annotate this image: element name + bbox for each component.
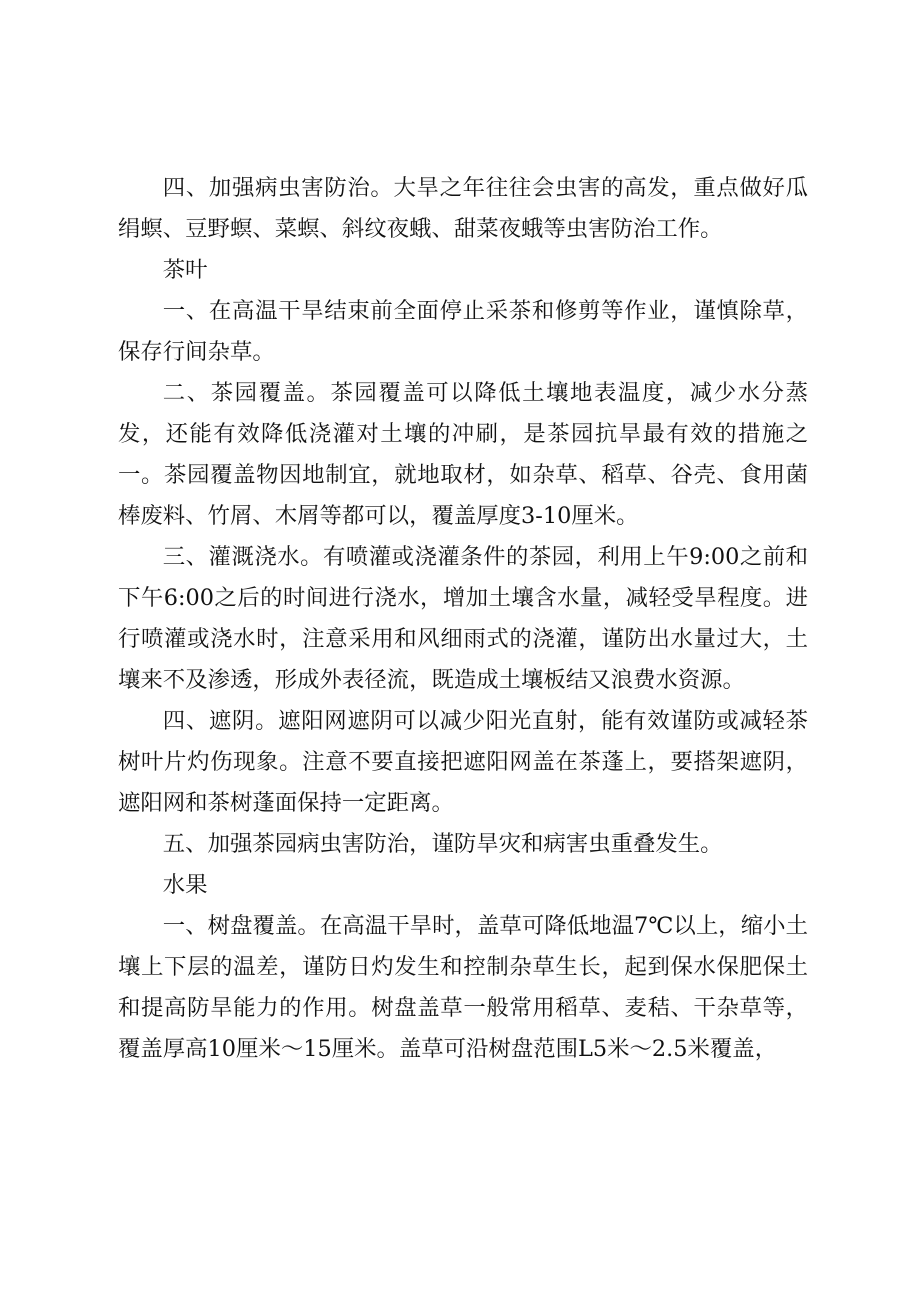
document-body [118,168,808,1070]
paragraph-tea-mulching: 二、茶园覆盖。茶园覆盖可以降低土壤地表温度，减少水分蒸发，还能有效降低浇灌对土壤的冲刷，是茶园抗旱最有效的措施之一。茶园覆盖物因地制宜，就地取材，如杂草、稻草、谷壳、食用菌棒废料、竹屑、木屑等都可以，覆盖厚度3-10厘米。 [118,380,808,529]
section-heading-tea: 茶叶 [162,257,208,283]
paragraph-tea-shading: 四、遮阴。遮阳网遮阴可以减少阳光直射，能有效谨防或减轻茶树叶片灼伤现象。注意不要直接把遮阳网盖在茶蓬上，要搭架遮阴，遮阳网和茶树蓬面保持一定距离。 [118,708,808,816]
section-heading-fruit: 水果 [162,872,208,898]
paragraph-pest-control: 四、加强病虫害防治。大旱之年往往会虫害的高发，重点做好瓜绢螟、豆野螟、菜螟、斜纹夜蛾、甜菜夜蛾等虫害防治工作。 [118,175,808,242]
paragraph-tea-pest-control: 五、加强茶园病虫害防治，谨防旱灾和病害虫重叠发生。 [162,831,723,857]
paragraph-tea-stop-picking: 一、在高温干旱结束前全面停止采茶和修剪等作业，谨慎除草，保存行间杂草。 [118,298,808,365]
paragraph-fruit-mulching: 一、树盘覆盖。在高温干旱时，盖草可降低地温7℃以上，缩小土壤上下层的温差，谨防日灼发生和控制杂草生长，起到保水保肥保土和提高防旱能力的作用。树盘盖草一般常用稻草、麦秸、干杂草等，覆盖厚高10厘米～15厘米。盖草可沿树盘范围L5米～2.5米覆盖， [118,913,808,1062]
paragraph-tea-irrigation: 三、灌溉浇水。有喷灌或浇灌条件的茶园，利用上午9:00之前和下午6:00之后的时间进行浇水，增加土壤含水量，减轻受旱程度。进行喷灌或浇水时，注意采用和风细雨式的浇灌，谨防出水量过大，土壤来不及渗透，形成外表径流，既造成土壤板结又浪费水资源。 [118,544,808,693]
